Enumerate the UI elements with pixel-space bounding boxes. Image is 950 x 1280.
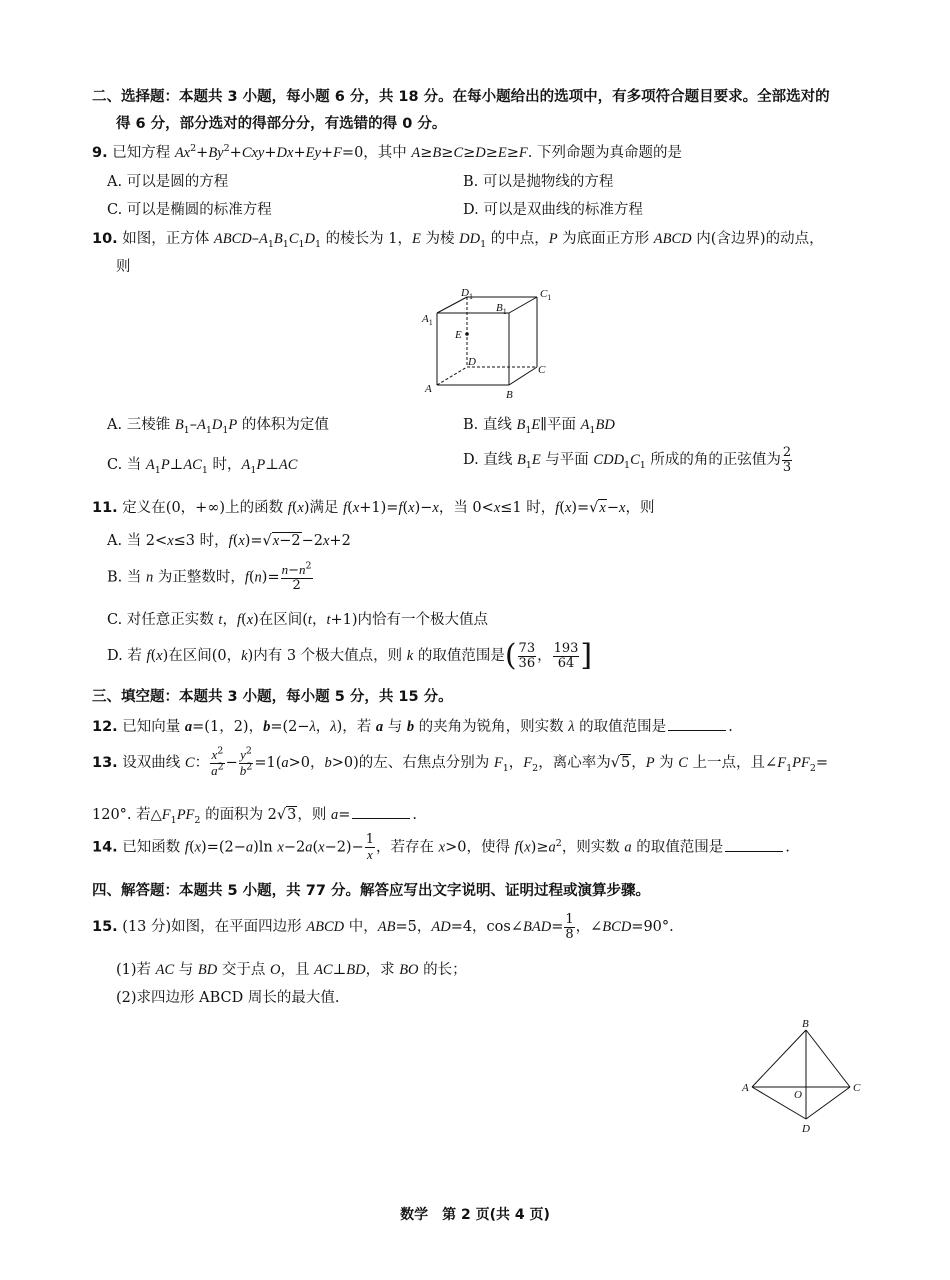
- question-10-option-b: B. 直线 $B_1E\parallel$平面 $A_1BD$: [463, 417, 615, 436]
- question-11-stem: 11. 定义在(0，+∞)上的函数 f(x)满足 f(x+1)=f(x)−x，当 0<x≤1 时，f(x)=√x−x，则: [92, 500, 655, 516]
- question-14: 14. 已知函数 f(x)=(2−a)ln x−2a(x−2)− $\frac{1}{x}$ ，若存在 x>0，使得 $f(x)\ge a^2$，则实数 a 的取值范围是 .: [92, 832, 790, 862]
- question-10-option-d: D. 直线 $B_1E$ 与平面 $CDD_1C_1$ 所成的角的正弦值为 $\frac{2}{3}$: [463, 445, 792, 475]
- label-a: A: [425, 383, 432, 395]
- label-c: C: [538, 364, 546, 376]
- question-13-line1: 13. 设双曲线 C： $\frac{x^2}{a^2}$ − $\frac{y^2}{b^2}$ =1(a>0，b>0)的左、右焦点分别为 $F_1$，$F_2$，离心率为√5，P 为 C 上一点，且$\angle F_1PF_2=$: [92, 745, 829, 778]
- page-footer: 数学 第 2 页(共 4 页): [400, 1207, 550, 1223]
- edge-b1-c1: [509, 297, 537, 313]
- question-9-option-b: B. 可以是抛物线的方程: [463, 174, 614, 190]
- answer-blank[interactable]: [725, 839, 783, 852]
- question-9-option-d: D. 可以是双曲线的标准方程: [463, 202, 643, 218]
- edge-b-a: [752, 1030, 806, 1087]
- question-10-stem-end: 则: [116, 259, 131, 275]
- answer-blank[interactable]: [352, 806, 410, 819]
- edge-a-d-hidden: [437, 367, 467, 385]
- question-15-stem: 15. (13 分)如图，在平面四边形 ABCD 中，AB=5，AD=4，cos∠BAD= $\frac{1}{8}$ ，∠BCD=90°.: [92, 912, 674, 942]
- question-11-option-b: B. 当 n 为正整数时，f(n)= $\frac{n-n^2}{2}$: [107, 560, 312, 593]
- label-c1: $C_1$: [540, 288, 552, 302]
- edge-b-c: [806, 1030, 850, 1087]
- label-a1: $A_1$: [422, 313, 433, 327]
- label-d1: $D_1$: [461, 287, 473, 301]
- question-9-option-a: A. 可以是圆的方程: [107, 174, 229, 190]
- point-e: [465, 332, 469, 336]
- section-4-heading: 四、解答题：本题共 5 小题，共 77 分。解答应写出文字说明、证明过程或演算步骤。: [92, 883, 650, 899]
- question-11-option-a: A. 当 2<x≤3 时，f(x)=√x−2−2x+2: [107, 533, 351, 549]
- question-10-option-a: A. 三棱锥 $B_1-A_1D_1P$ 的体积为定值: [107, 417, 329, 436]
- edge-c-d: [806, 1087, 850, 1119]
- question-number: 9.: [92, 145, 108, 161]
- question-13-line2: 120°. 若$\triangle F_1PF_2$ 的面积为 2√3，则 a= .: [92, 807, 418, 826]
- label-d: D: [468, 356, 476, 368]
- edge-a1-d1: [437, 297, 467, 313]
- question-11-option-d: D. 若 f(x)在区间(0，k)内有 3 个极大值点，则 k 的取值范围是( $\frac{73}{36}$ ， $\frac{193}{64}$ ]: [107, 638, 593, 674]
- edge-b-c: [509, 367, 537, 385]
- cube-figure: [420, 284, 560, 406]
- question-15-part1: (1)若 AC 与 BD 交于点 O，且 AC⊥BD，求 BO 的长；: [116, 962, 467, 978]
- label-a: A: [742, 1082, 749, 1094]
- section-2-heading-line1: 二、选择题：本题共 3 小题，每小题 6 分，共 18 分。在每小题给出的选项中，有多项符合题目要求。全部选对的: [92, 89, 830, 105]
- question-10-option-c: C. 当 $A_1P\perp AC_1$ 时，$A_1P\perp AC$: [107, 457, 298, 476]
- label-d: D: [802, 1123, 810, 1135]
- label-e: E: [455, 329, 462, 341]
- label-b1: $B_1$: [496, 302, 507, 316]
- question-10-stem: 10. 如图，正方体 ABCD–$A_1B_1C_1D_1$ 的棱长为 1，E 为棱 $DD_1$ 的中点，P 为底面正方形 ABCD 内(含边界)的动点，: [92, 231, 824, 250]
- section-2-heading-line2: 得 6 分，部分选对的得部分分，有选错的得 0 分。: [116, 116, 447, 132]
- question-9-option-c: C. 可以是椭圆的标准方程: [107, 202, 272, 218]
- label-b: B: [802, 1018, 809, 1030]
- question-15-part2: (2)求四边形 ABCD 周长的最大值.: [116, 990, 340, 1006]
- section-3-heading: 三、填空题：本题共 3 小题，每小题 5 分，共 15 分。: [92, 689, 453, 705]
- answer-blank[interactable]: [668, 718, 726, 731]
- label-b: B: [506, 389, 513, 401]
- quadrilateral-figure: [735, 1014, 865, 1140]
- question-9-stem: 9. 已知方程 $Ax^2+By^2+Cxy+Dx+Ey+F=0$，其中 A≥B≥C≥D≥E≥F. 下列命题为真命题的是: [92, 143, 682, 161]
- label-o: O: [794, 1089, 802, 1101]
- label-c: C: [853, 1082, 861, 1094]
- question-12: 12. 已知向量 a=(1，2)，b=(2−λ，λ)，若 a 与 b 的夹角为锐角，则实数 λ 的取值范围是 .: [92, 719, 733, 735]
- question-11-option-c: C. 对任意正实数 t，f(x)在区间(t，t+1)内恰有一个极大值点: [107, 612, 488, 628]
